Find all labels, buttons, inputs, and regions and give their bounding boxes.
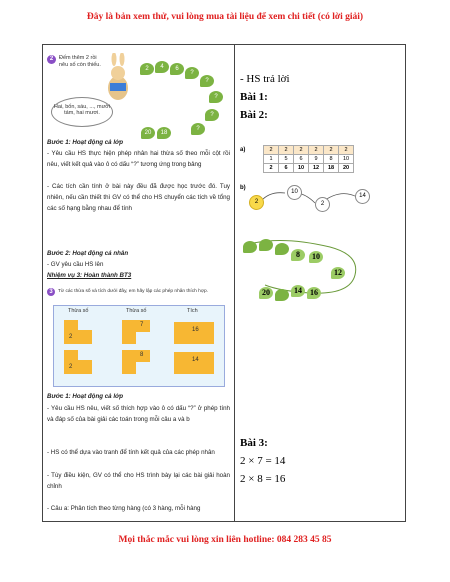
bai3-label: Bài 3:	[240, 437, 268, 449]
step2-heading: Bước 2: Hoạt động cá nhân	[47, 250, 129, 257]
vine-leaf	[259, 239, 273, 251]
grid-cell: 2	[279, 146, 294, 155]
bt3-shape: 2	[64, 360, 92, 374]
bt3-shape	[122, 362, 136, 374]
step1b-line: - Tùy điều kiện, GV có thể cho HS trình bày lại các bài giải hoàn chỉnh	[47, 472, 230, 491]
part-a-label: a)	[240, 147, 246, 153]
vine-leaf: 12	[331, 267, 345, 279]
leaf-number: 18	[157, 127, 171, 139]
hs-answer: - HS trả lời	[240, 73, 290, 85]
leaf-number: 20	[141, 127, 155, 139]
bt3-product: 14	[174, 352, 214, 374]
vine-leaf	[243, 241, 257, 253]
leaf-number: ?	[205, 109, 219, 121]
leaf-number: 6	[170, 63, 184, 75]
step1-note: - Các tích cần tính ở bài này đều đã được học trước đó. Tuy nhiên, nếu cần thiết thì GV có thể cho HS chuyển các tích về tổng các số hạng bằng nhau để tính	[47, 183, 230, 213]
bt3-header: Thừa số	[68, 308, 89, 314]
bt3-product: 16	[174, 322, 214, 344]
vine-leaf	[275, 243, 289, 255]
equation-1: 2 × 7 = 14	[240, 455, 286, 467]
lesson-table	[42, 44, 406, 522]
vine-leaf	[275, 289, 289, 301]
vine-leaf: 16	[307, 287, 321, 299]
preview-banner: Đây là bản xem thử, vui lòng mua tài liệu để xem chi tiết (có lời giải)	[86, 12, 364, 22]
hotline-banner: Mọi thắc mắc vui lòng xin liên hotline: 084 283 45 85	[118, 535, 332, 545]
bt3-shape: 7	[122, 320, 150, 332]
grid-cell: 8	[324, 155, 339, 164]
exercise-3-badge: 3	[47, 288, 55, 296]
answer-grid	[263, 145, 354, 173]
grid-cell: 10	[294, 164, 309, 173]
step2-text: - GV yêu cầu HS lên	[47, 261, 104, 268]
leaf-number: ?	[200, 75, 214, 87]
vine-leaf: 14	[291, 285, 305, 297]
bt2-prompt: Đếm thêm 2 rồi nêu số còn thiếu.	[59, 55, 101, 68]
leaf-number: 2	[140, 63, 154, 75]
bt3-shape	[64, 320, 78, 330]
bt3-shape: 2	[64, 330, 92, 344]
left-column	[43, 45, 234, 521]
vine-leaf: 8	[291, 249, 305, 261]
step1-text: - Yêu cầu HS thực hiện phép nhân hai thừa số theo mỗi cột rồi nêu, viết kết quả vào ô có dấu “?” tương ứng trong bảng	[47, 150, 230, 169]
chain-node: 14	[355, 189, 370, 204]
rabbit-illustration	[100, 53, 135, 103]
step1b-line: - Câu a: Phân tích theo từng hàng (có 3 hàng, mỗi hàng	[47, 505, 201, 512]
speech-bubble: Hai, bốn, sáu, ..., mười tám, hai mươi.	[51, 97, 113, 127]
bt3-header: Thừa số	[126, 308, 147, 314]
vine-leaf: 20	[259, 287, 273, 299]
grid-cell: 2	[309, 146, 324, 155]
bt2-illustration	[45, 53, 232, 148]
grid-cell: 18	[324, 164, 339, 173]
bt3-header: Tích	[187, 308, 198, 314]
grid-cell: 2	[324, 146, 339, 155]
right-column	[235, 45, 405, 521]
leaf-number: ?	[185, 67, 199, 79]
bt3-table	[53, 305, 225, 387]
equation-2: 2 × 8 = 16	[240, 473, 286, 485]
step1b-line: - Yêu cầu HS nêu, viết số thích hợp vào ô có dấu “?” ở phép tính và đáp số của bài giải các toán trong mỗi câu a và b	[47, 405, 230, 424]
bt3-shape	[122, 332, 136, 344]
part-b-label: b)	[240, 185, 246, 191]
grid-cell: 2	[339, 146, 354, 155]
chain-node: 2	[315, 197, 330, 212]
grid-cell: 6	[279, 164, 294, 173]
grid-cell: 12	[309, 164, 324, 173]
grid-cell: 20	[339, 164, 354, 173]
vine-leaf: 10	[309, 251, 323, 263]
step1-heading: Bước 1: Hoạt động cả lớp	[47, 139, 123, 146]
bai1-label: Bài 1:	[240, 91, 268, 103]
grid-cell: 2	[294, 146, 309, 155]
bt3-shape: 8	[122, 350, 150, 362]
leaf-number: ?	[209, 91, 223, 103]
grid-cell: 9	[309, 155, 324, 164]
bt3-prompt: Từ các thừa số và tích dưới đây, em hãy lập các phép nhân thích hợp.	[58, 289, 208, 294]
grid-cell: 2	[264, 164, 279, 173]
chain-node: 2	[249, 195, 264, 210]
bai2-label: Bài 2:	[240, 109, 268, 121]
chain-node: 10	[287, 185, 302, 200]
task3-heading: Nhiệm vụ 3: Hoàn thành BT3	[47, 272, 132, 279]
grid-cell: 5	[279, 155, 294, 164]
grid-cell: 6	[294, 155, 309, 164]
step1b-line: - HS có thể dựa vào tranh để tính kết quả của các phép nhân	[47, 449, 215, 456]
leaf-number: ?	[191, 123, 205, 135]
grid-cell: 10	[339, 155, 354, 164]
bt3-shape	[64, 350, 78, 360]
grid-cell: 2	[264, 146, 279, 155]
leaf-number: 4	[155, 61, 169, 73]
grid-cell: 1	[264, 155, 279, 164]
exercise-2-badge: 2	[47, 55, 56, 64]
step1b-heading: Bước 1: Hoạt động cả lớp	[47, 393, 123, 400]
